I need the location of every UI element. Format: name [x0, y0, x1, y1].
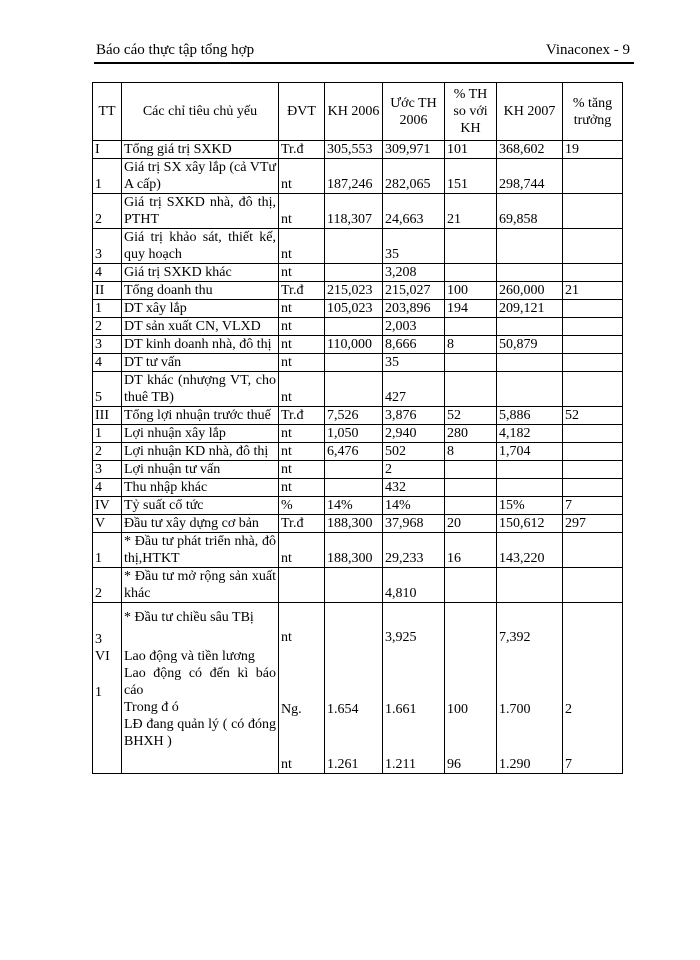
cell-unit: nt — [279, 354, 325, 372]
cell-growth: 7 — [563, 497, 623, 515]
cell-unit: % — [279, 497, 325, 515]
cell-th2006: 37,968 — [383, 515, 445, 533]
cell-unit: nt — [279, 425, 325, 443]
tail-kh2006-cell — [325, 603, 383, 774]
header-company: Vinaconex - 9 — [545, 42, 630, 58]
cell-pct: 16 — [445, 533, 497, 568]
cell-kh2007: 5,886 — [497, 407, 563, 425]
cell-kh2007: 15% — [497, 497, 563, 515]
cell-growth — [563, 568, 623, 603]
cell-tt: 2 — [93, 443, 122, 461]
cell-growth — [563, 300, 623, 318]
tail-kh2007-c: 1.290 — [499, 757, 531, 772]
tail-unit-a: nt — [281, 630, 292, 645]
cell-th2006: 215,027 — [383, 282, 445, 300]
cell-growth: 19 — [563, 141, 623, 159]
cell-unit: nt — [279, 336, 325, 354]
cell-kh2007 — [497, 264, 563, 282]
cell-name: * Đầu tư mở rộng sản xuất khác — [122, 568, 279, 603]
table-row — [93, 407, 623, 425]
cell-name: Giá trị khảo sát, thiết kế, quy hoạch — [122, 229, 279, 264]
tail-th2006-c: 1.211 — [385, 757, 416, 772]
col-header-kh2007: KH 2007 — [497, 83, 563, 141]
cell-kh2006 — [325, 229, 383, 264]
cell-growth — [563, 479, 623, 497]
cell-kh2006: 7,526 — [325, 407, 383, 425]
cell-th2006: 2 — [383, 461, 445, 479]
cell-tt: 2 — [93, 568, 122, 603]
cell-kh2007 — [497, 318, 563, 336]
cell-tt: 3 — [93, 229, 122, 264]
cell-th2006: 29,233 — [383, 533, 445, 568]
cell-unit: nt — [279, 372, 325, 407]
cell-name: Giá trị SXKD nhà, đô thị, PTHT — [122, 194, 279, 229]
cell-growth — [563, 264, 623, 282]
cell-growth — [563, 229, 623, 264]
cell-growth — [563, 443, 623, 461]
cell-tt: 3 — [93, 461, 122, 479]
cell-tt: I — [93, 141, 122, 159]
cell-tt: 1 — [93, 300, 122, 318]
tail-unit-b: Ng. — [281, 702, 302, 717]
cell-kh2006: 105,023 — [325, 300, 383, 318]
cell-name: DT tư vấn — [122, 354, 279, 372]
cell-kh2006: 188,300 — [325, 515, 383, 533]
cell-name: DT kinh doanh nhà, đô thị — [122, 336, 279, 354]
cell-pct: 8 — [445, 443, 497, 461]
cell-kh2006: 1,050 — [325, 425, 383, 443]
cell-th2006: 35 — [383, 229, 445, 264]
cell-unit: Tr.đ — [279, 282, 325, 300]
cell-kh2007: 50,879 — [497, 336, 563, 354]
cell-th2006: 309,971 — [383, 141, 445, 159]
cell-tt: 4 — [93, 479, 122, 497]
cell-kh2006: 6,476 — [325, 443, 383, 461]
page-header — [94, 40, 634, 64]
cell-unit: Tr.đ — [279, 141, 325, 159]
tail-unit-cell — [279, 603, 325, 774]
cell-tt: IV — [93, 497, 122, 515]
tail-name-line: * Đầu tư chiều sâu TBị — [124, 610, 254, 625]
cell-pct: 52 — [445, 407, 497, 425]
cell-name: * Đầu tư phát triển nhà, đô thị,HTKT — [122, 533, 279, 568]
cell-growth — [563, 533, 623, 568]
cell-th2006: 2,003 — [383, 318, 445, 336]
cell-pct: 194 — [445, 300, 497, 318]
col-header-indicator: Các chỉ tiêu chủ yếu — [122, 83, 279, 141]
cell-kh2007 — [497, 461, 563, 479]
cell-kh2007: 4,182 — [497, 425, 563, 443]
tail-pct-c: 96 — [447, 757, 461, 772]
table-row — [93, 461, 623, 479]
cell-name: Tổng lợi nhuận trước thuế — [122, 407, 279, 425]
cell-unit: nt — [279, 159, 325, 194]
table-row — [93, 515, 623, 533]
tail-name-line: Trong đ ó — [124, 700, 179, 715]
table-row — [93, 354, 623, 372]
cell-unit: nt — [279, 194, 325, 229]
table-row — [93, 497, 623, 515]
cell-pct — [445, 461, 497, 479]
col-header-kh2006: KH 2006 — [325, 83, 383, 141]
col-header-tt: TT — [93, 83, 122, 141]
table-row — [93, 568, 623, 603]
cell-th2006: 4,810 — [383, 568, 445, 603]
cell-growth — [563, 194, 623, 229]
cell-kh2007 — [497, 229, 563, 264]
cell-kh2007: 1,704 — [497, 443, 563, 461]
cell-pct: 151 — [445, 159, 497, 194]
cell-unit: nt — [279, 461, 325, 479]
cell-th2006: 3,208 — [383, 264, 445, 282]
cell-kh2006 — [325, 372, 383, 407]
tail-pct-cell — [445, 603, 497, 774]
cell-th2006: 427 — [383, 372, 445, 407]
table-row-tail — [93, 603, 623, 774]
cell-tt: 3 — [93, 336, 122, 354]
cell-name: Tổng doanh thu — [122, 282, 279, 300]
cell-pct — [445, 497, 497, 515]
cell-growth — [563, 159, 623, 194]
cell-name: Lợi nhuận tư vấn — [122, 461, 279, 479]
col-header-th2006: Ước TH 2006 — [383, 83, 445, 141]
tail-growth-cell — [563, 603, 623, 774]
cell-kh2006: 187,246 — [325, 159, 383, 194]
cell-name: Lợi nhuận KD nhà, đô thị — [122, 443, 279, 461]
cell-unit: nt — [279, 229, 325, 264]
table-row — [93, 443, 623, 461]
indicator-table — [92, 82, 623, 774]
cell-name: Tổng giá trị SXKD — [122, 141, 279, 159]
tail-kh2007-b: 1.700 — [499, 702, 531, 717]
tail-name-line: Lao động có đến kì báo cáo — [124, 666, 276, 698]
cell-tt: 5 — [93, 372, 122, 407]
table-row — [93, 533, 623, 568]
cell-th2006: 14% — [383, 497, 445, 515]
cell-tt: 4 — [93, 354, 122, 372]
cell-growth — [563, 461, 623, 479]
tail-growth-a — [565, 629, 620, 646]
tail-pct-b: 100 — [447, 702, 468, 717]
tail-th2006-cell — [383, 603, 445, 774]
cell-unit: nt — [279, 533, 325, 568]
cell-kh2007: 260,000 — [497, 282, 563, 300]
header-title: Báo cáo thực tập tổng hợp — [96, 42, 255, 58]
cell-name: Giá trị SX xây lắp (cả VTư A cấp) — [122, 159, 279, 194]
tail-tt-cell — [93, 603, 122, 774]
table-row — [93, 336, 623, 354]
cell-growth: 52 — [563, 407, 623, 425]
tail-name-cell — [122, 603, 279, 774]
tail-th2006-a: 3,925 — [385, 630, 417, 645]
cell-unit: nt — [279, 479, 325, 497]
cell-kh2006 — [325, 264, 383, 282]
cell-growth — [563, 425, 623, 443]
cell-kh2007: 143,220 — [497, 533, 563, 568]
tail-tt-line: VI — [95, 649, 110, 664]
cell-growth: 297 — [563, 515, 623, 533]
tail-th2006-b: 1.661 — [385, 702, 417, 717]
cell-th2006: 3,876 — [383, 407, 445, 425]
cell-unit — [279, 568, 325, 603]
cell-kh2006: 14% — [325, 497, 383, 515]
cell-tt: 2 — [93, 194, 122, 229]
cell-tt: 2 — [93, 318, 122, 336]
cell-name: Đầu tư xây dựng cơ bản — [122, 515, 279, 533]
tail-growth-b: 2 — [565, 702, 572, 717]
table-row — [93, 141, 623, 159]
cell-growth — [563, 336, 623, 354]
tail-growth-c: 7 — [565, 757, 572, 772]
table-row — [93, 194, 623, 229]
cell-kh2007 — [497, 568, 563, 603]
cell-unit: Tr.đ — [279, 407, 325, 425]
cell-growth — [563, 372, 623, 407]
cell-name: DT xây lắp — [122, 300, 279, 318]
cell-pct — [445, 264, 497, 282]
table-row — [93, 425, 623, 443]
cell-tt: III — [93, 407, 122, 425]
cell-growth — [563, 318, 623, 336]
cell-tt: II — [93, 282, 122, 300]
cell-kh2006 — [325, 568, 383, 603]
cell-unit: nt — [279, 443, 325, 461]
cell-tt: 1 — [93, 533, 122, 568]
cell-pct — [445, 354, 497, 372]
cell-unit: nt — [279, 318, 325, 336]
cell-growth — [563, 354, 623, 372]
table-row — [93, 300, 623, 318]
cell-pct — [445, 372, 497, 407]
tail-tt-line: 1 — [95, 685, 102, 700]
col-header-pct: % TH so với KH — [445, 83, 497, 141]
cell-name: DT khác (nhượng VT, cho thuê TB) — [122, 372, 279, 407]
table-row — [93, 264, 623, 282]
tail-unit-c: nt — [281, 757, 292, 772]
cell-name: Thu nhập khác — [122, 479, 279, 497]
cell-kh2006: 118,307 — [325, 194, 383, 229]
cell-th2006: 432 — [383, 479, 445, 497]
cell-pct: 101 — [445, 141, 497, 159]
table-header-row — [93, 83, 623, 141]
tail-kh2007-a: 7,392 — [499, 630, 531, 645]
cell-pct: 21 — [445, 194, 497, 229]
cell-th2006: 8,666 — [383, 336, 445, 354]
cell-th2006: 203,896 — [383, 300, 445, 318]
cell-kh2007: 69,858 — [497, 194, 563, 229]
cell-kh2006: 188,300 — [325, 533, 383, 568]
table-row — [93, 159, 623, 194]
cell-pct — [445, 229, 497, 264]
cell-pct — [445, 568, 497, 603]
cell-pct: 8 — [445, 336, 497, 354]
cell-unit: Tr.đ — [279, 515, 325, 533]
cell-name: Giá trị SXKD khác — [122, 264, 279, 282]
cell-unit: nt — [279, 300, 325, 318]
cell-name: Lợi nhuận xây lắp — [122, 425, 279, 443]
cell-pct: 100 — [445, 282, 497, 300]
cell-kh2007 — [497, 372, 563, 407]
cell-kh2007 — [497, 479, 563, 497]
table-row — [93, 372, 623, 407]
table-row — [93, 479, 623, 497]
cell-kh2006 — [325, 479, 383, 497]
tail-kh2007-cell — [497, 603, 563, 774]
table-row — [93, 282, 623, 300]
tail-kh2006-b: 1.654 — [327, 702, 359, 717]
tail-pct-a — [447, 629, 494, 646]
tail-name-line: LĐ đang quản lý ( có đóng BHXH ) — [124, 717, 276, 749]
cell-kh2007 — [497, 354, 563, 372]
cell-th2006: 24,663 — [383, 194, 445, 229]
col-header-growth: % tăng trưởng — [563, 83, 623, 141]
cell-kh2007: 298,744 — [497, 159, 563, 194]
cell-pct: 20 — [445, 515, 497, 533]
cell-pct — [445, 479, 497, 497]
tail-kh2006-c: 1.261 — [327, 757, 359, 772]
cell-kh2006: 215,023 — [325, 282, 383, 300]
cell-name: Tỷ suất cổ tức — [122, 497, 279, 515]
cell-pct: 280 — [445, 425, 497, 443]
cell-th2006: 35 — [383, 354, 445, 372]
cell-kh2006 — [325, 354, 383, 372]
cell-growth: 21 — [563, 282, 623, 300]
cell-kh2006 — [325, 461, 383, 479]
cell-th2006: 502 — [383, 443, 445, 461]
cell-unit: nt — [279, 264, 325, 282]
cell-th2006: 2,940 — [383, 425, 445, 443]
tail-kh2006-a — [327, 629, 380, 646]
table-row — [93, 229, 623, 264]
cell-kh2006: 305,553 — [325, 141, 383, 159]
cell-kh2006: 110,000 — [325, 336, 383, 354]
tail-name-line: Lao động và tiền lương — [124, 649, 255, 664]
cell-tt: 1 — [93, 425, 122, 443]
cell-pct — [445, 318, 497, 336]
tail-tt-line: 3 — [95, 632, 102, 647]
cell-tt: V — [93, 515, 122, 533]
cell-kh2006 — [325, 318, 383, 336]
cell-tt: 4 — [93, 264, 122, 282]
cell-th2006: 282,065 — [383, 159, 445, 194]
cell-kh2007: 368,602 — [497, 141, 563, 159]
cell-tt: 1 — [93, 159, 122, 194]
cell-name: DT sản xuất CN, VLXD — [122, 318, 279, 336]
table-row — [93, 318, 623, 336]
cell-kh2007: 209,121 — [497, 300, 563, 318]
col-header-unit: ĐVT — [279, 83, 325, 141]
cell-kh2007: 150,612 — [497, 515, 563, 533]
